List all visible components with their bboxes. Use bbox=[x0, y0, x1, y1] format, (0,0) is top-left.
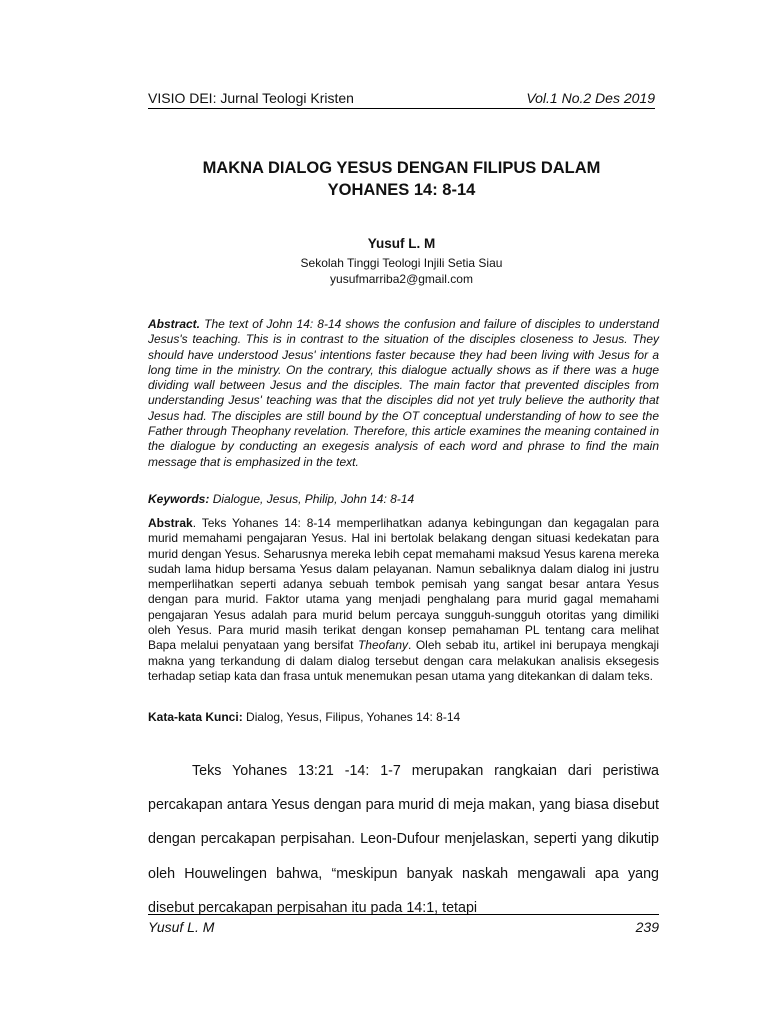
abstract-indonesian bbox=[148, 516, 659, 684]
abstrak-text-2: . Oleh sebab itu, artikel ini berupaya mengkaji makna yang terkandung di dalam dialog tersebut dengan cara melakukan analisis eksegesis terhadap setiap kata dan frasa untuk menemukan pesan utama yang ditekankan di dalam teks. bbox=[148, 638, 659, 683]
abstract-text: The text of John 14: 8-14 shows the confusion and failure of disciples to understand Jesus's teaching. This is in contrast to the situation of the disciples closeness to Jesus. They should have understood Jesus' intentions faster because they had been living with Jesus for a long time in the ministry. On the contrary, this dialogue actually shows as if there was a huge dividing wall between Jesus and the disciples. The main factor that prevented disciples from understanding Jesus' teaching was that the disciples did not yet truly believe the authority that Jesus had. The disciples are still bound by the OT conceptual understanding of how to see the Father through Theophany revelation. Therefore, this article examines the meaning contained in the dialogue by conducting an exegesis analysis of each word and phrase to find the main message that is emphasized in the text. bbox=[148, 317, 659, 469]
abstrak-label: Abstrak bbox=[148, 516, 193, 530]
journal-name: VISIO DEI: Jurnal Teologi Kristen bbox=[148, 90, 354, 106]
volume-issue: Vol.1 No.2 Des 2019 bbox=[526, 90, 655, 106]
title-line-1: MAKNA DIALOG YESUS DENGAN FILIPUS DALAM bbox=[202, 159, 601, 177]
footer-author: Yusuf L. M bbox=[148, 919, 215, 935]
abstract-english bbox=[148, 317, 659, 470]
abstract-label: Abstract. bbox=[148, 317, 201, 331]
kata-kunci-label: Kata-kata Kunci: bbox=[148, 710, 243, 724]
keywords-label: Keywords: bbox=[148, 492, 210, 506]
abstrak-italic-term: Theofany bbox=[357, 638, 409, 653]
body-text bbox=[148, 754, 659, 925]
author-name: Yusuf L. M bbox=[367, 236, 436, 251]
article-title bbox=[148, 157, 655, 201]
kata-kunci-text: Dialog, Yesus, Filipus, Yohanes 14: 8-14 bbox=[242, 710, 461, 724]
title-line-2: YOHANES 14: 8-14 bbox=[327, 181, 476, 199]
keywords-text: Dialogue, Jesus, Philip, John 14: 8-14 bbox=[209, 492, 415, 506]
keywords bbox=[148, 492, 659, 506]
footer-rule bbox=[148, 914, 659, 915]
author-affiliation: Sekolah Tinggi Teologi Injili Setia Siau bbox=[300, 256, 503, 270]
body-paragraph: Teks Yohanes 13:21 -14: 1-7 merupakan rangkaian dari peristiwa percakapan antara Yesus dengan para murid di meja makan, yang biasa disebut dengan percakapan perpisahan. Leon-Dufour menjelaskan, seperti yang dikutip oleh Houwelingen bahwa, “meskipun banyak naskah mengawali apa yang disebut percakapan perpisahan itu pada 14:1, tetapi bbox=[148, 763, 659, 916]
abstrak-text-1: . Teks Yohanes 14: 8-14 memperlihatkan adanya kebingungan dan kegagalan para murid memahami pengajaran Yesus. Hal ini bertolak belakang dengan situasi kedekatan para murid dengan Yesus. Seharusnya mereka lebih cepat memahami maksud Yesus karena mereka sudah lama hidup bersama Yesus dalam pelayanan. Namun sebaliknya dalam dialog ini justru memperlihatkan seperti adanya sebuah tembok pemisah yang sangat besar antara Yesus dengan para murid. Faktor utama yang menjadi penghalang para murid gagal memahami pengajaran Yesus adalah para murid belum percaya sungguh-sungguh otoritas yang dimiliki oleh Yesus. Para murid masih terikat dengan konsep pemahaman PL tentang cara melihat Bapa melalui penyataan yang bersifat bbox=[148, 516, 659, 653]
page-number: 239 bbox=[635, 919, 659, 935]
kata-kunci bbox=[148, 710, 659, 724]
header-rule bbox=[148, 108, 655, 109]
author-email: yusufmarriba2@gmail.com bbox=[330, 272, 473, 286]
